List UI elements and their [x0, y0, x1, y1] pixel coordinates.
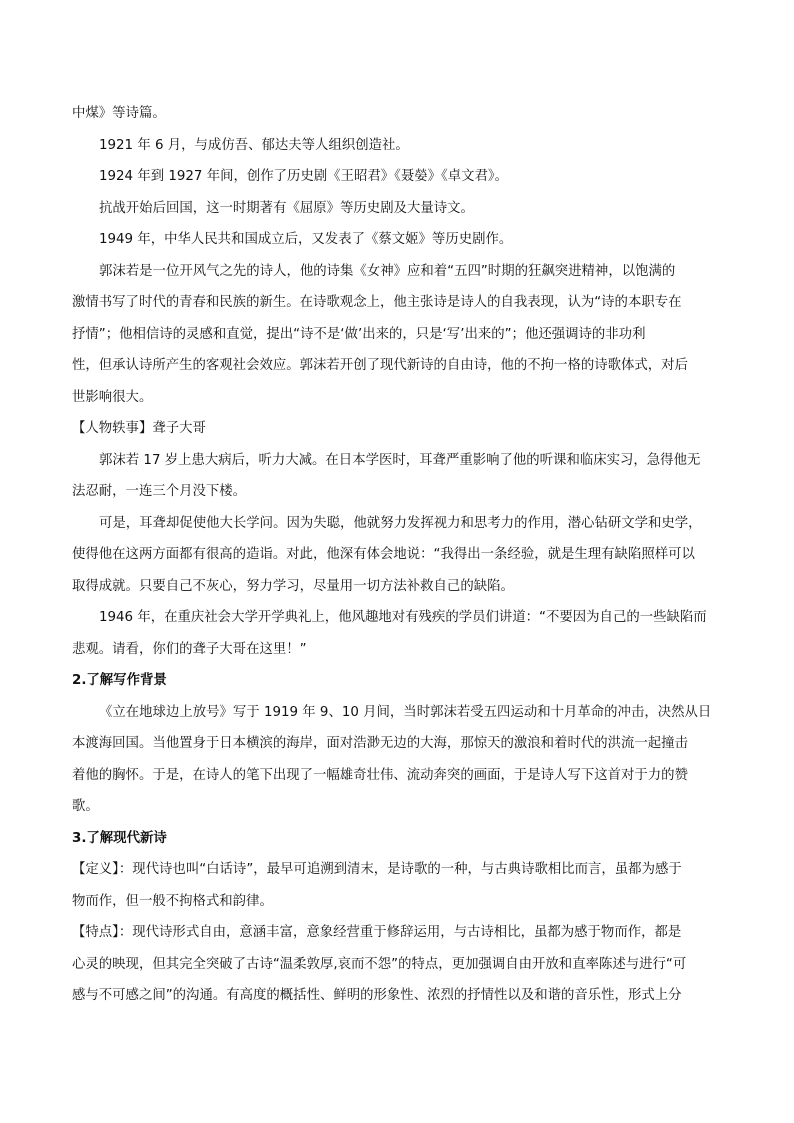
text-line: 使得他在这两方面都有很高的造诣。对此，他深有体会地说：“我得出一条经验，就是生理有缺陷照样可以 [72, 547, 695, 562]
text-line: 本渡海回国。当他置身于日本横滨的海岸，面对浩渺无边的大海，那惊天的激浪和着时代的洪流一起撞击 [72, 736, 688, 751]
text-line: 1946 年，在重庆社会大学开学典礼上，他风趣地对有残疾的学员们讲道：“不要因为自己的一些缺陷而 [99, 610, 707, 625]
text-line: 中煤》等诗篇。 [72, 106, 166, 121]
text-line: 取得成就。只要自己不灰心，努力学习，尽量用一切方法补救自己的缺陷。 [72, 578, 514, 594]
text-line: 物而作，但一般不拘格式和韵律。 [72, 893, 273, 909]
document-body [72, 98, 726, 1012]
text-line: 1949 年，中华人民共和国成立后，又发表了《蔡文姬》等历史剧作。 [99, 232, 513, 247]
text-line: 心灵的映现，但其完全突破了古诗“温柔敦厚,哀而不怨”的特点，更加强调自由开放和直率陈述与进行“可 [72, 956, 687, 972]
text-line: 《立在地球边上放号》写于 1919 年 9、10 月间，当时郭沫若受五四运动和十月革命的冲击，决然从日 [99, 704, 712, 720]
text-line: 法忍耐，一连三个月没下楼。 [72, 484, 247, 499]
text-line: 歌。 [72, 799, 99, 814]
text-line: 郭沫若 17 岁上患大病后，听力大减。在日本学医时，耳聋严重影响了他的听课和临床实习，急得他无 [99, 452, 701, 468]
section-label-anecdote: 【人物轶事】聋子大哥 [72, 421, 206, 436]
text-line: 1924 年到 1927 年间，创作了历史剧《王昭君》《聂嫈》《卓文君》。 [99, 169, 508, 184]
text-line: 悲观。请看，你们的聋子大哥在这里！” [72, 641, 307, 657]
definition-line: 【定义】：现代诗也叫“白话诗”，最早可追溯到清末，是诗歌的一种，与古典诗歌相比而言，虽都为感于 [72, 862, 682, 877]
section-heading-modern-poetry: 3.了解现代新诗 [72, 830, 167, 846]
text-line: 1921 年 6 月，与成仿吾、郁达夫等人组织创造社。 [99, 137, 409, 153]
text-line: 性，但承认诗所产生的客观社会效应。郭沫若开创了现代新诗的自由诗，他的不拘一格的诗歌体式，对后 [72, 358, 688, 373]
text-line: 着他的胸怀。于是，在诗人的笔下出现了一幅雄奇壮伟、流动奔突的画面，于是诗人写下这首对于力的赞 [72, 767, 688, 783]
text-line: 世影响很大。 [72, 389, 153, 405]
text-line: 感与不可感之间”的沟通。有高度的概括性、鲜明的形象性、浓烈的抒情性以及和谐的音乐性，形式上分 [72, 988, 682, 1003]
section-heading-background: 2.了解写作背景 [72, 673, 167, 688]
text-line: 激情书写了时代的青春和民族的新生。在诗歌观念上，他主张诗是诗人的自我表现，认为“诗的本职专在 [72, 295, 682, 310]
features-line: 【特点】：现代诗形式自由，意涵丰富，意象经营重于修辞运用，与古诗相比，虽都为感于物而作，都是 [72, 925, 682, 940]
text-line: 郭沫若是一位开风气之先的诗人，他的诗集《女神》应和着“五四”时期的狂飙突进精神，以饱满的 [99, 263, 676, 279]
text-line: 可是，耳聋却促使他大长学问。因为失聪，他就努力发挥视力和思考力的作用，潜心钻研文学和史学， [99, 515, 702, 531]
text-line: 抗战开始后回国，这一时期著有《屈原》等历史剧及大量诗文。 [99, 200, 474, 216]
text-line: 抒情”；他相信诗的灵感和直觉，提出“诗不是‘做’出来的，只是‘写’出来的”；他还强调诗的非功利 [72, 326, 646, 342]
